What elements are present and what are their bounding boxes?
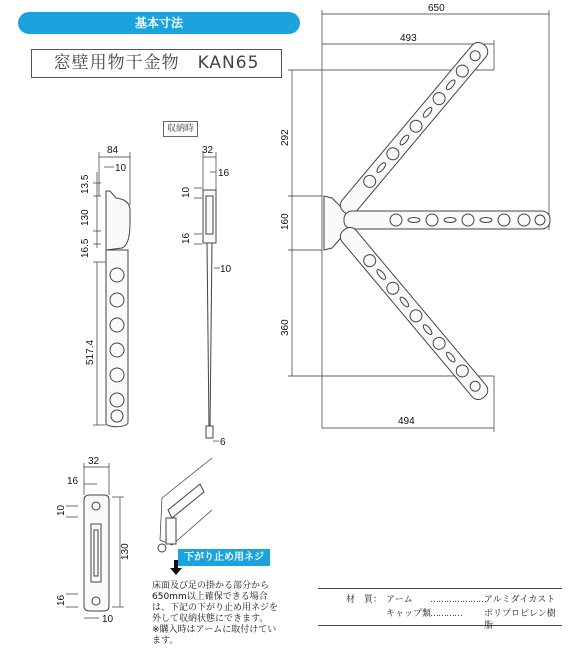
detail-screw-head (158, 544, 166, 552)
material-leader: ………… (430, 609, 462, 619)
front-dim-offset: 10 (115, 163, 127, 174)
bracket-view (56, 456, 131, 625)
front-arm-hole (111, 410, 123, 422)
side-dim-d3: 10 (220, 264, 232, 275)
bracket-dim-width: 32 (88, 456, 100, 467)
product-name: 窓壁用物干金物 KAN65 (31, 49, 282, 78)
front-dim-d2: 130 (80, 209, 91, 226)
material-value: ポリプロピレン樹脂 (484, 609, 556, 631)
bracket-dim-d1: 16 (67, 476, 79, 487)
material-label: 材 質： (346, 595, 383, 605)
side-view (181, 145, 232, 448)
material-name: アーム (386, 595, 413, 605)
note-line: は、下記の下がり止め用ネジを (152, 603, 279, 613)
front-dim-width: 84 (107, 145, 119, 156)
material-row (318, 594, 562, 606)
side-mount-slot (206, 196, 213, 234)
side-arm (207, 243, 212, 430)
note-line: ます。 (152, 636, 179, 646)
front-arm-hole (110, 368, 124, 382)
bracket-dim-d2: 10 (56, 504, 67, 516)
plan-dim-total-width: 650 (428, 3, 445, 14)
front-dim-d1: 13.5 (80, 174, 91, 194)
material-leader: ………………… (430, 595, 486, 605)
storage-note (152, 581, 287, 647)
plan-dim-upper-arm: 493 (400, 33, 417, 44)
plan-upper-arm (337, 39, 491, 218)
side-dim-d1: 10 (181, 186, 192, 198)
plan-dim-upper-height: 292 (280, 129, 291, 146)
plan-dim-bracket-height: 160 (280, 213, 291, 230)
front-view (80, 145, 130, 427)
note-line: 650mm以上確保できる場合 (152, 592, 268, 602)
note-line: ※購入時はアームに取付けてい (152, 625, 277, 635)
front-arm-hole (110, 293, 124, 307)
front-mount-bracket (106, 191, 130, 250)
stopper-screw-callout: 下がり止め用ネジ (178, 549, 270, 566)
materials-table (318, 588, 562, 631)
note-line: 外して収納状態にできます。 (152, 614, 269, 624)
bracket-slot-inner (94, 530, 98, 576)
bracket-dim-d4: 10 (102, 614, 114, 625)
material-row (318, 608, 562, 631)
front-dim-length: 517.4 (85, 339, 96, 365)
plan-dim-lower-height: 360 (280, 319, 291, 336)
material-name: キャップ類 (386, 609, 432, 619)
side-arm-cap (206, 426, 213, 438)
detail-bracket (166, 518, 176, 544)
plan-view (280, 3, 550, 432)
front-arm-hole (110, 393, 124, 407)
side-dim-offset: 16 (218, 168, 230, 179)
front-arm-hole (110, 318, 124, 332)
plan-middle-arm (344, 211, 550, 229)
note-line: 床面及び足の掛かる部分から (152, 581, 270, 591)
front-arm-hole (110, 343, 124, 357)
side-dim-width: 32 (202, 145, 214, 156)
section-title-banner: 基本寸法 (18, 12, 300, 34)
stored-state-label: 収納時 (163, 121, 198, 137)
front-arm-hole (110, 268, 124, 282)
material-value: アルミダイカスト (484, 595, 556, 605)
screw-hole (92, 597, 100, 605)
bracket-dim-d3: 16 (56, 594, 67, 606)
side-dim-d2: 16 (181, 232, 192, 244)
screw-hole (92, 502, 100, 510)
bracket-dim-height: 130 (120, 543, 131, 560)
side-dim-tip: 6 (220, 437, 226, 448)
front-dim-d3: 16.5 (80, 238, 91, 258)
plan-dim-lower-arm: 494 (398, 416, 415, 427)
